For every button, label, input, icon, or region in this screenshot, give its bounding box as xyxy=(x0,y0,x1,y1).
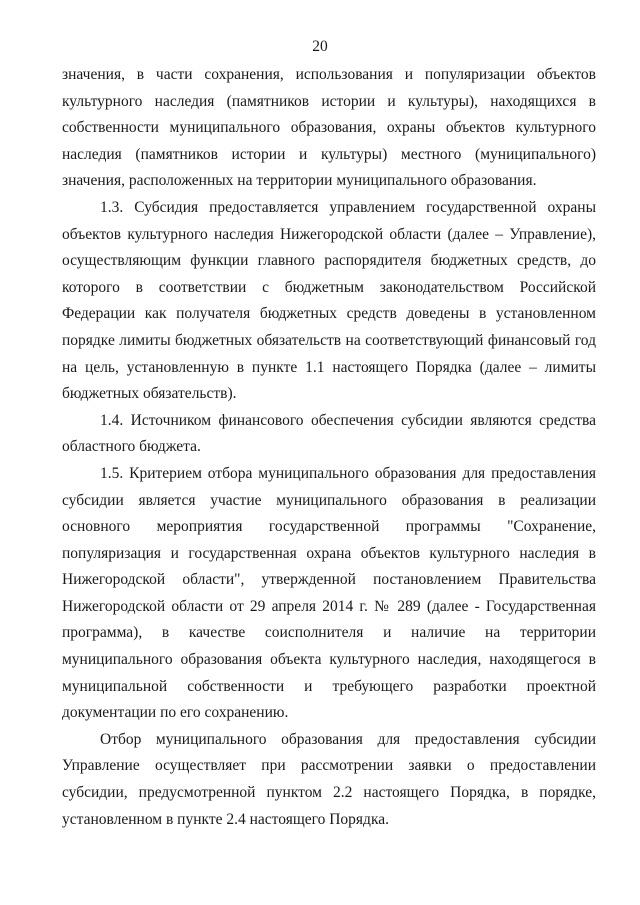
paragraph-1-3: 1.3. Субсидия предоставляется управлением государственной охраны объектов культурного наследия Нижегородской области (далее – Управление), осуществляющим функции главного распорядителя бюджетных средств, до которого в соответствии с бюджетным законодательством Российской Федерации как получателя бюджетных средств доведены в установленном порядке лимиты бюджетных обязательств на соответствующий финансовый год на цель, установленную в пункте 1.1 настоящего Порядка (далее – лимиты бюджетных обязательств). xyxy=(62,198,596,403)
paragraph-1-4: 1.4. Источником финансового обеспечения субсидии являются средства областного бюджета. xyxy=(62,411,596,456)
page-number: 20 xyxy=(312,38,328,55)
document-body xyxy=(62,62,596,833)
paragraph-continuation: значения, в части сохранения, использования и популяризации объектов культурного наследия (памятников истории и культуры), находящихся в собственности муниципального образования, охраны объектов культурного наследия (памятников истории и культуры) местного (муниципального) значения, расположенных на территории муниципального образования. xyxy=(62,66,596,190)
paragraph-1-5: 1.5. Критерием отбора муниципального образования для предоставления субсидии является участие муниципального образования в реализации основного мероприятия государственной программы "Сохранение, популяризация и государственная охрана объектов культурного наследия в Нижегородской области", утвержденной постановлением Правительства Нижегородской области от 29 апреля 2014 г. № 289 (далее - Государственная программа), в качестве соисполнителя и наличие на территории муниципального образования объекта культурного наследия, находящегося в муниципальной собственности и требующего разработки проектной документации по его сохранению. xyxy=(62,464,596,722)
paragraph-selection: Отбор муниципального образования для предоставления субсидии Управление осуществляет при рассмотрении заявки о предоставлении субсидии, предусмотренной пунктом 2.2 настоящего Порядка, в порядке, установленном в пункте 2.4 настоящего Порядка. xyxy=(62,730,596,828)
